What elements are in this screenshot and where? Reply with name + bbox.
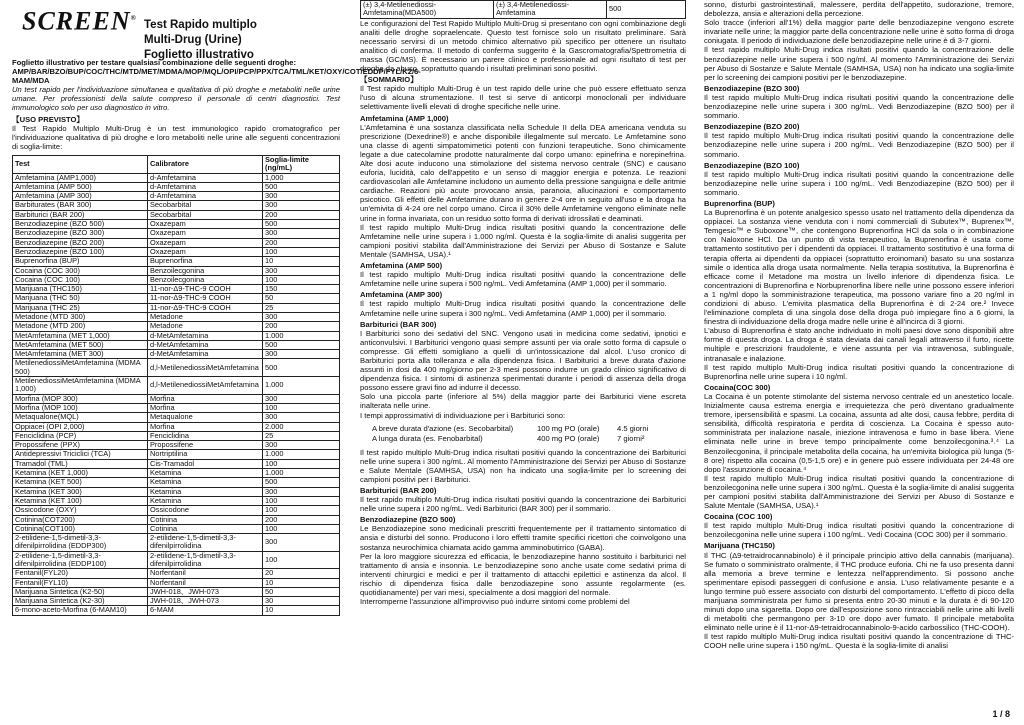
- table-cell: 300: [263, 229, 340, 238]
- table-cell: 100: [263, 403, 340, 412]
- table-cell: Cotinina(COT200): [13, 515, 148, 524]
- table-cell: 25: [263, 431, 340, 440]
- table-row: [13, 331, 340, 340]
- table-cell: Metadone: [148, 312, 263, 321]
- section-text: Solo una piccola parte (inferiore al 5%) della maggior parte dei Barbiturici viene escreta inalterata nelle urine.: [360, 392, 686, 411]
- table-cell: Marijuana (THC150): [13, 285, 148, 294]
- table-cell: Fentanil(FYL10): [13, 578, 148, 587]
- section-heading: Benzodiazepine (BZO 300): [704, 83, 800, 93]
- table-cell: 2-etilidene-1,5-dimetil-3,3-difenilpirrolidina: [148, 551, 263, 569]
- table-row: [13, 229, 340, 238]
- table-cell: Oxazepam: [148, 220, 263, 229]
- table-cell: Tramadol (TML): [13, 459, 148, 468]
- table-cell: Cocaina (COC 300): [13, 266, 148, 275]
- table-header-row: [13, 155, 340, 173]
- table-cell: Oxazepam: [148, 229, 263, 238]
- table-row: [13, 506, 340, 515]
- section-text: Il THC (Δ9-tetraidrocannabinolo) è il principale principio attivo della cannabis (marijuana). Se fumato o somministrato oralmente, il THC produce euforia. Chi ne fa uso presenta danni alla memoria a breve termine e lentezza nell'apprendimento. Si possono anche sperimentare episodi passeggeri di confusione e ansia. L'uso relativamente pesante e a lungo termine può essere associato con disturbi del comportamento. L'effetto di picco della marijuana somministrata per fumo si presenta entro 20-30 minuti e la durata è di 90-120 minuti dopo una sigaretta. Dopo ore dall'esposizione sono rintracciabili nelle urine alti livelli di metaboliti che permangono per 3-10 ore dopo aver fumato. Il principale metabolita eliminato nelle urine è il 11-nor-Δ9-tetraidrocannabinolo-9-acido carbossilico (THC-COOH).: [704, 550, 1014, 633]
- table-cell: 300: [263, 441, 340, 450]
- intro-italic: Un test rapido per l'individuazione simultanea e qualitativa di più droghe e metaboliti nelle urine umane. Per professionisti della salute compreso il personale di centri diagnostici. Test immunologico solo per uso diagnostico in vitro.: [12, 85, 340, 113]
- table-row: [13, 422, 340, 431]
- table-cell: 6-MAM: [148, 606, 263, 615]
- table-cell: 300: [263, 266, 340, 275]
- table-cell: Marijuana (THC 50): [13, 294, 148, 303]
- table-cell: Barbiturici (BAR 200): [13, 210, 148, 219]
- table-cell: Amfetamina (AMP 300): [13, 192, 148, 201]
- section-text: La Cocaina è un potente stimolante del sistema nervoso centrale ed un anestetico locale. Inizialmente causa estrema energia e irrequietezza che però diventano gradualmente tremore, ipersensibilità e spasmi. La cocaina, assunta ad alte dosi, causa febbre, perdita di sensibilità, difficoltà respiratoria e perdita di coscienza. La Cocaina è spesso auto-somministrata per inalazione nasale, iniezione intravenosa e fumo in base libera. Viene eliminata nelle urine in breve tempo principalmente come benzoilecgonina.³˒⁴ La Benzoilecgonina, il principale metabolita della cocaina, ha un'emivita biologica più lunga (5-8 ore) rispetto alla cocaina (0,5-1,5 ore) e in genere può essere individuata per 24-48 ore dopo l'assunzione di cocaina.⁴: [704, 391, 1014, 474]
- config-text: Le configurazioni del Test Rapido Multiplo Multi-Drug si presentano con ogni combinazione degli analiti delle droghe sopraelencate. Questo test fornisce solo un risultato preliminare. Sarà necessario servirsi di un metodo chimico alternativo più specifico per ottenere un risultato analitico di conferma. Il metodo di conferma suggerito è la Gascromatografia/Spettrometria di massa (GC/MS). È necessario un parere clinico e professionale ad ogni risultato di test per droghe da abuso, soprattutto quando i risultati preliminari sono positivi.: [360, 18, 686, 74]
- table-cell: Propossifene (PPX): [13, 441, 148, 450]
- table-cell: Oxazepam: [148, 247, 263, 256]
- table-cell: 100: [263, 496, 340, 505]
- table-row: [13, 606, 340, 615]
- table-cell: 2.000: [263, 422, 340, 431]
- section-heading: Cocaina (COC 100): [704, 512, 773, 522]
- table-cell: Fenciclidina: [148, 431, 263, 440]
- section-text: I tempi approssimativi di individuazione per i Barbiturici sono:: [360, 410, 566, 420]
- table-row: [13, 569, 340, 578]
- uso-text: Il Test Rapido Multiplo Multi-Drug è un test immunologico rapido cromatografico per l'individuazione qualitativa di più droghe e loro metaboliti nelle urine alle seguenti concentrazioni di soglia-limite:: [12, 123, 340, 151]
- section-text: sonno, disturbi gastrointestinali, malessere, perdita dell'appetito, sudorazione, tremore, debolezza, ansia e alterazioni della percezione.: [704, 0, 1014, 19]
- section-heading: Amfetamina (AMP 300): [360, 290, 443, 300]
- table-cell: Metadone: [148, 322, 263, 331]
- table-cell: Buprenorfina: [148, 257, 263, 266]
- table-cell: 2-etilidene-1,5-dimetil-3,3-difenilpirrolidina: [148, 534, 263, 552]
- table-cell: Amfetamina (AMP1,000): [13, 173, 148, 182]
- table-cell: Ketamina (KET 500): [13, 478, 148, 487]
- table-cell: 300: [263, 192, 340, 201]
- table-row: [13, 238, 340, 247]
- table-cell: Nortriptilina: [148, 450, 263, 459]
- table-cell: Marijuana Sintetica (K2-30): [13, 597, 148, 606]
- table-cell: 150: [263, 285, 340, 294]
- barb-cell: 100 mg PO (orale): [537, 423, 600, 433]
- table-cell: 200: [263, 322, 340, 331]
- table-cell: 10: [263, 606, 340, 615]
- section-text: Il test rapido multiplo Multi-Drug indica risultati positivi quando la concentrazione di benzoilecgonina nelle urine supera i 300 ng/mL. Questa è la soglia-limite di analisi suggerita per campioni positivi stabilita dall'Amministrazione dei Servizi per Abuso di Sostanze e Salute Mentale (SAMHSA, USA).¹: [704, 473, 1014, 511]
- section-text: Il test rapido multiplo Multi-Drug indica risultati positivi quando la concentrazione delle benzodiazepine nelle urine supera i 500 ng/ml. Al momento l'Amministrazione dei Servizi per Abuso di Sostanze e Salute Mentale (SAMHSA, USA) non ha indicato una soglia-limite per lo screening dei campioni positivi per le benzodiazepine.: [704, 45, 1014, 82]
- section-text: Il test rapido multiplo Multi-Drug indica risultati positivi quando la concentrazione di THC-COOH nelle urine supera i 150 ng/mL. Questa è la soglia-limite di analisi: [704, 632, 1014, 651]
- section-heading: Marijuana (THC150): [704, 541, 775, 551]
- section-text: Il test rapido multiplo Multi-Drug indica risultati positivi quando la concentrazione delle Amfetamine nelle urine supera i 1.000 ng/ml. Questa è la soglia-limite di analisi suggerita per campioni positivi stabilita dall'Amministrazione dei Servizi per Abuso di Sostanze e Salute Mentale (SAMHSA, USA).¹: [360, 222, 686, 259]
- table-cell: d-MetAmfetamina: [148, 331, 263, 340]
- intro-bold: Foglietto illustrativo per testare qualsiasi combinazione delle seguenti droghe:: [12, 58, 296, 67]
- table-cell: Oxazepam: [148, 238, 263, 247]
- table-cell: 100: [263, 551, 340, 569]
- table-cell: 300: [263, 201, 340, 210]
- table-row: [13, 478, 340, 487]
- table-row: [13, 294, 340, 303]
- title-line-1: Test Rapido multiplo: [144, 19, 257, 31]
- table-cell: Benzodiazepine (BZO 100): [13, 247, 148, 256]
- table-cell: 20: [263, 569, 340, 578]
- table-cell: Barbiturates (BAR 300): [13, 201, 148, 210]
- section-heading: Benzodiazepine (BZO 500): [360, 515, 456, 525]
- table-cell: Propossifene: [148, 441, 263, 450]
- table-row: [13, 201, 340, 210]
- table-row: [13, 359, 340, 377]
- table-cell: 100: [263, 459, 340, 468]
- table-cell: d,l-MetilenediossiMetAmfetamina: [148, 377, 263, 395]
- table-cell: Secobarbital: [148, 210, 263, 219]
- table-row: [13, 515, 340, 524]
- section-text: Il test rapido multiplo Multi-Drug indica risultati positivi quando la concentrazione dei Barbiturici nelle urine supera i 300 ng/mL. Al momento l'Amministrazione dei Servizi per Abuso di Sostanze e Salute Mentale (SAMHSA, USA) non ha indicato una soglia-limite per lo screening dei campioni positivi per i Barbiturici.: [360, 447, 686, 484]
- table-row: [13, 413, 340, 422]
- section-text: Il test rapido multiplo Multi-Drug indica risultati positivi quando la concentrazione dei Barbiturici nelle urine supera i 200 ng/mL. Vedi Barbiturici (BAR 300) per il sommario.: [360, 495, 686, 514]
- table-cell: Marijuana (THC 25): [13, 303, 148, 312]
- title-block: [144, 18, 257, 63]
- table-cell: Metadone (MTD 300): [13, 312, 148, 321]
- page-number: 1 / 8: [992, 709, 1010, 719]
- table-cell: d,l-MetilenediossiMetAmfetamina: [148, 359, 263, 377]
- table-cell: 200: [263, 515, 340, 524]
- table-cell: 500: [263, 340, 340, 349]
- column-2: [360, 0, 686, 606]
- sommario-heading: 【SOMMARIO】: [360, 75, 418, 85]
- table-cell: Ketamina: [148, 478, 263, 487]
- table-cell: Antidepressivi Triciclici (TCA): [13, 450, 148, 459]
- section-heading: Amfetamina (AMP 500): [360, 261, 443, 271]
- table-cell: 500: [263, 478, 340, 487]
- table-cell: d-Amfetamina: [148, 192, 263, 201]
- table-cell: 1.000: [263, 377, 340, 395]
- table-cell: Cotinina: [148, 515, 263, 524]
- table-cell: 300: [263, 394, 340, 403]
- column-3: [704, 0, 1014, 651]
- table-cell: Morfina (MOP 300): [13, 394, 148, 403]
- table-cell: d-Amfetamina: [148, 182, 263, 191]
- table-cell: 100: [263, 524, 340, 533]
- table-cell: Ketamina (KET 1,000): [13, 469, 148, 478]
- table-cell: 500: [263, 182, 340, 191]
- table-cell: Metadone (MTD 200): [13, 322, 148, 331]
- table-cell: Cocaina (COC 100): [13, 275, 148, 284]
- table-cell: Cotinina: [148, 524, 263, 533]
- section-text: L'abuso di Buprenorfina è stato anche individuato in molti paesi dove sono disponibili altre forme di questa droga. La droga è stata deviata dai canali legali attraverso il furto, ricette multiple e prescrizioni fraudolente, e viene assunta per via intravenosa, sublinguale, intranasale e inalazione.: [704, 326, 1014, 363]
- table-row: [13, 551, 340, 569]
- table-row: [13, 266, 340, 275]
- barb-cell: 400 mg PO (orale): [537, 433, 600, 443]
- table-header-cell: Soglia-limite (ng/mL): [263, 155, 340, 173]
- table-cell: Ossicodone (OXY): [13, 506, 148, 515]
- table-row: [13, 257, 340, 266]
- table-cell: Morfina: [148, 422, 263, 431]
- table-row: [13, 534, 340, 552]
- table-cell: 11-nor-Δ9-THC-9 COOH: [148, 303, 263, 312]
- table-cell: d-MetAmfetamina: [148, 350, 263, 359]
- table-cell: MetilenediossiMetAmfetamina (MDMA 1,000): [13, 377, 148, 395]
- table-cell: 200: [263, 210, 340, 219]
- table-cell: Morfina (MOP 100): [13, 403, 148, 412]
- table-cell: (±) 3,4-Metilenediossi-Amfetamina(MDA500): [361, 1, 494, 19]
- table-cell: 10: [263, 578, 340, 587]
- table-row: [13, 578, 340, 587]
- section-text: L'Amfetamina è una sostanza classificata nella Schedule II della DEA americana venduta su prescrizione (Dexedrine®) e anche disponibile illegalmente sul mercato. Le Amfetamine sono una classe di agenti simpatomimetici potenti con funzioni terapeutiche. Sono chimicamente legate a due catecolamine prodotte naturalmente dal corpo umano: epinefrina e norepinefrina. Alte dosi acute inducono una stimolazione del sistema nervoso centrale (SNC) e causano euforia, lucidità, calo dell'appetito e un senso di maggior energia e potenza. Le reazioni cardiovascolari alle Amfetamine includono un aumento della pressione sanguigna e delle aritmie cardiache. Reazioni più acute provocano ansia, paranoia, allucinazioni e comportamento psicotico. Gli effetti delle Amfetamine durano in genere 2-4 ore in seguito all'uso e la droga ha un'emivita di 4-24 ore nel corpo umano. Circa il 30% delle Amfetamine vengono eliminate nelle urine in forma invariata, con un residuo sotto forma di derivati idrossilati e deaminati.: [360, 122, 686, 223]
- table-cell: Fenciclidina (PCP): [13, 431, 148, 440]
- section-text: Il test rapido multiplo Multi-Drug indica risultati positivi quando la concentrazione di Buprenorfina nelle urine supera i 10 ng/ml.: [704, 362, 1014, 381]
- table-cell: Oppiacei (OPI 2,000): [13, 422, 148, 431]
- table-cell: JWH-018、JWH-073: [148, 597, 263, 606]
- table-cell: 1.000: [263, 469, 340, 478]
- table-cell: Ossicodone: [148, 506, 263, 515]
- table-cell: 300: [263, 312, 340, 321]
- table-cell: Norfentanil: [148, 569, 263, 578]
- barb-cell: 7 giorni²: [617, 433, 645, 443]
- table-cell: Ketamina: [148, 469, 263, 478]
- table-cell: Cis-Tramadol: [148, 459, 263, 468]
- table-cell: 100: [263, 275, 340, 284]
- title-line-3: Foglietto illustrativo: [144, 49, 254, 61]
- drug-list: AMP/BAR/BZO/BUP/COC/THC/MTD/MET/MDMA/MOP/MQL/OPI/PCP/PPX/TCA/TML/KET/OXY/COT/EDDP/FYL/K2/6-MAM/MDA: [12, 67, 421, 86]
- table-cell: 500: [263, 220, 340, 229]
- table-cell: 25: [263, 303, 340, 312]
- table-cell: Ketamina (KET 300): [13, 487, 148, 496]
- table-row: [13, 450, 340, 459]
- barb-cell: A lunga durata (es. Fenobarbital): [372, 433, 483, 443]
- table-row: [13, 377, 340, 395]
- table-cell: 100: [263, 247, 340, 256]
- uso-heading: 【USO PREVISTO】: [12, 114, 85, 124]
- table-cell: Benzodiazepine (BZO 200): [13, 238, 148, 247]
- table-cell: Morfina: [148, 403, 263, 412]
- table-cell: d-Amfetamina: [148, 173, 263, 182]
- table-cell: MetilenediossiMetAmfetamina (MDMA 500): [13, 359, 148, 377]
- section-heading: Cocaina(COC 300): [704, 382, 771, 392]
- table-cell: Ketamina: [148, 487, 263, 496]
- table-cell: Ketamina (KET 100): [13, 496, 148, 505]
- table-cell: JWH-018、JWH-073: [148, 587, 263, 596]
- table-cell: Benzoilecgonina: [148, 266, 263, 275]
- section-text: La Buprenorfina è un potente analgesico spesso usato nel trattamento della dipendenza da oppiacei. La sostanza viene venduta con i nomi commerciali di Subutex™, Buprenex™, Temgesic™ e Suboxone™, che contengono Buprenorfina HCl da sola o in combinazione con Naloxone HCl. Da un punto di vista terapeutico, la Buprenorfina è usata come trattamento sostitutivo per i dipendenti da oppiacei. Il trattamento sostitutivo è una forma di terapia offerta ai dipendenti da oppiacei (soprattutto eroinomani) basato su una sostanza simile o identica alla droga usata normalmente. Nella terapia sostitutiva, la Buprenorfina è efficace come il Metadone ma mostra un livello inferiore di dipendenza fisica. Le concentrazioni di Buprenorfina e Norbuprenorfina libere nelle urine possono essere inferiori a 1 ng/ml dopo la somministrazione terapeutica, ma possono variare fino a 20 ng/ml in condizioni di abuso. L'emivita plasmatica della Buprenorfina è di 2-24 ore.² Invece l'eliminazione completa di una singola dose della droga può impiegare fino a 6 giorni, la finestra di individuazione della droga madre nelle urine è all'incirca di 3 giorni.: [704, 208, 1014, 327]
- sommario-text: Il Test rapido multiplo Multi-Drug è un test rapido delle urine che può essere effettuato senza l'uso di alcuna strumentazione. Il test si serve di anticorpi monoclonali per individuare selettivamente livelli elevati di droghe specifiche nelle urine.: [360, 84, 686, 112]
- table-cell: 11-nor-Δ9-THC-9 COOH: [148, 285, 263, 294]
- table-cell: Ketamina: [148, 496, 263, 505]
- header: [12, 0, 340, 61]
- table-cell: Metaqualone(MQL): [13, 413, 148, 422]
- table-cell: 30: [263, 597, 340, 606]
- table-cell: 50: [263, 587, 340, 596]
- section-heading: Benzodiazepine (BZO 200): [704, 122, 800, 132]
- section-heading: Buprenorfina (BUP): [704, 198, 775, 208]
- table-cell: 300: [263, 487, 340, 496]
- table-cell: 300: [263, 534, 340, 552]
- top-table: [360, 0, 686, 19]
- section-text: Il test rapido multiplo Multi-Drug indica risultati positivi quando la concentrazione delle Amfetamine nelle urine supera i 300 ng/mL. Vedi Amfetamina (AMP 1,000) per il sommario.: [360, 299, 686, 318]
- table-cell: 500: [607, 1, 686, 19]
- table-cell: 11-nor-Δ9-THC-9 COOH: [148, 294, 263, 303]
- section-text: Per la loro maggiore sicurezza ed efficacia, le benzodiazepine hanno sostituito i barbiturici nel trattamento di ansia e insonnia. Le benzodiazepine sono anche usate come sedativi prima di interventi chirurgici e medici e per il trattamento di attacchi epilettici e astinenza da alcol. Il rischio di dipendenza fisica dalle benzodiazepine sono assunte regolarmente (es. quotidianamente) per vari mesi, specialmente a dosi maggiori del normale.: [360, 551, 686, 598]
- table-cell: Amfetamina (AMP 500): [13, 182, 148, 191]
- section-text: Solo tracce (inferiori all'1%) della maggior parte delle benzodiazepine vengono escrete invariate nelle urine; la maggior parte della concentrazione nelle urine è sotto forma di droga coniugata. Il periodo di individuazione delle benzodiazepine nelle urine è di 3-7 giorni.: [704, 18, 1014, 46]
- section-heading: Barbiturici (BAR 300): [360, 319, 437, 329]
- table-cell: Buprenorfina (BUP): [13, 257, 148, 266]
- table-cell: 2-etilidene-1,5-dimetil-3,3-difenilpirrolidina (EDDP100): [13, 551, 148, 569]
- table-cell: Norfentanil: [148, 578, 263, 587]
- barb-cell: 4.5 giorni: [617, 423, 649, 433]
- table-row: [13, 322, 340, 331]
- section-heading: Amfetamina (AMP 1,000): [360, 113, 449, 123]
- table-cell: 1.000: [263, 450, 340, 459]
- section-text: Interromperne l'assunzione all'improvviso può indurre sintomi come problemi del: [360, 597, 630, 607]
- table-cell: 50: [263, 294, 340, 303]
- section-text: Il test rapido multiplo Multi-Drug indica risultati positivi quando la concentrazione delle benzodiazepine nelle urine supera i 300 ng/mL. Vedi Benzodiazepine (BZO 500) per il sommario.: [704, 92, 1014, 121]
- table-cell: 300: [263, 350, 340, 359]
- table-cell: Fentanil(FYL20): [13, 569, 148, 578]
- table-cell: Benzoilecgonina: [148, 275, 263, 284]
- table-cell: Marijuana Sintetica (K2-50): [13, 587, 148, 596]
- section-text: Il test rapido multiplo Multi-Drug indica risultati positivi quando la concentrazione delle benzodiazepine nelle urine supera i 200 ng/mL. Vedi Benzodiazepine (BZO 500) per il sommario.: [704, 131, 1014, 159]
- table-cell: 200: [263, 238, 340, 247]
- table-cell: Benzodiazepine (BZO 300): [13, 229, 148, 238]
- table-cell: 1,000: [263, 173, 340, 182]
- table-cell: 1.000: [263, 331, 340, 340]
- table-cell: Metaqualone: [148, 413, 263, 422]
- table-cell: Morfina: [148, 394, 263, 403]
- section-text: Il test rapido multiplo Multi-Drug indica risultati positivi quando la concentrazione delle benzodiazepine nelle urine supera i 100 ng/mL. Vedi Benzodiazepine (BZO 500) per il sommario.: [704, 169, 1014, 197]
- table-header-cell: Test: [13, 155, 148, 173]
- barbiturate-row: [372, 424, 672, 434]
- table-cell: 500: [263, 359, 340, 377]
- table-cell: MetAmfetamina (MET 300): [13, 350, 148, 359]
- barbiturate-table: [372, 424, 672, 444]
- barbiturate-row: [372, 434, 672, 444]
- section-heading: Benzodiazepine (BZO 100): [704, 160, 800, 170]
- table-cell: Secobarbital: [148, 201, 263, 210]
- table-cell: Benzodiazepine (BZO 500): [13, 220, 148, 229]
- table-cell: (±) 3,4-Metilenediossi-Amfetamina: [494, 1, 607, 19]
- section-text: I Barbiturici sono dei sedativi del SNC. Vengono usati in medicina come sedativi, ipnotici e anticonvulsivi. I Barbiturici vengono quasi sempre assunti per via orale sotto forma di capsule o compresse. Gli effetti somigliano a quelli di un'intossicazione dal alcol. L'uso cronico di Barbiturici porta alla tolleranza e alla dipendenza fisica. I Barbiturici a breve durata d'azione assunti in dosi da 400 mg/giorno per 2-3 mesi possono indurre un grado clinico significativo di dipendenza fisica. I sintomi di astinenza sperimentati durante i periodi di assenza della droga possono essere gravi fino ad indurre il decesso.: [360, 328, 686, 393]
- table-cell: 10: [263, 257, 340, 266]
- table-row: [361, 1, 686, 19]
- section-text: Il test rapido multiplo Multi-Drug indica risultati positivi quando la concentrazione di benzoilecgonina nelle urine supera i 100 ng/mL. Vedi Cocaina (COC 300) per il sommario.: [704, 521, 1014, 540]
- title-line-2: Multi-Drug (Urine): [144, 34, 242, 46]
- cutoff-table: [12, 155, 340, 616]
- table-cell: 2-etilidene-1,5-dimetil-3,3-difenilpirrolidina (EDDP300): [13, 534, 148, 552]
- table-header-cell: Calibratore: [148, 155, 263, 173]
- table-cell: Cotinina(COT100): [13, 524, 148, 533]
- section-text: Le Benzodiazepine sono medicinali prescritti frequentemente per il trattamento sintomatico di ansia e disturbi del sonno. Producono i loro effetti tramite specifici ricettori che coinvolgono una sostanza neurochimica chiamata acido gamma amminobutirrico (GABA).: [360, 524, 686, 552]
- table-row: [13, 173, 340, 182]
- table-cell: MetAmfetamina (MET 500): [13, 340, 148, 349]
- table-cell: 6-mono-aceto-Morfina (6-MAM10): [13, 606, 148, 615]
- screen-logo: SCREEN®: [22, 6, 137, 36]
- table-cell: d-MetAmfetamina: [148, 340, 263, 349]
- table-cell: 100: [263, 506, 340, 515]
- table-cell: 300: [263, 413, 340, 422]
- barb-cell: A breve durata d'azione (es. Secobarbital): [372, 423, 514, 433]
- section-text: Il test rapido multiplo Multi-Drug indica risultati positivi quando la concentrazione delle Amfetamine nelle urine supera i 500 ng/mL. Vedi Amfetamina (AMP 1,000) per il sommario.: [360, 270, 686, 289]
- table-cell: MetAmfetamina (MET 1,000): [13, 331, 148, 340]
- section-heading: Barbiturici (BAR 200): [360, 486, 437, 495]
